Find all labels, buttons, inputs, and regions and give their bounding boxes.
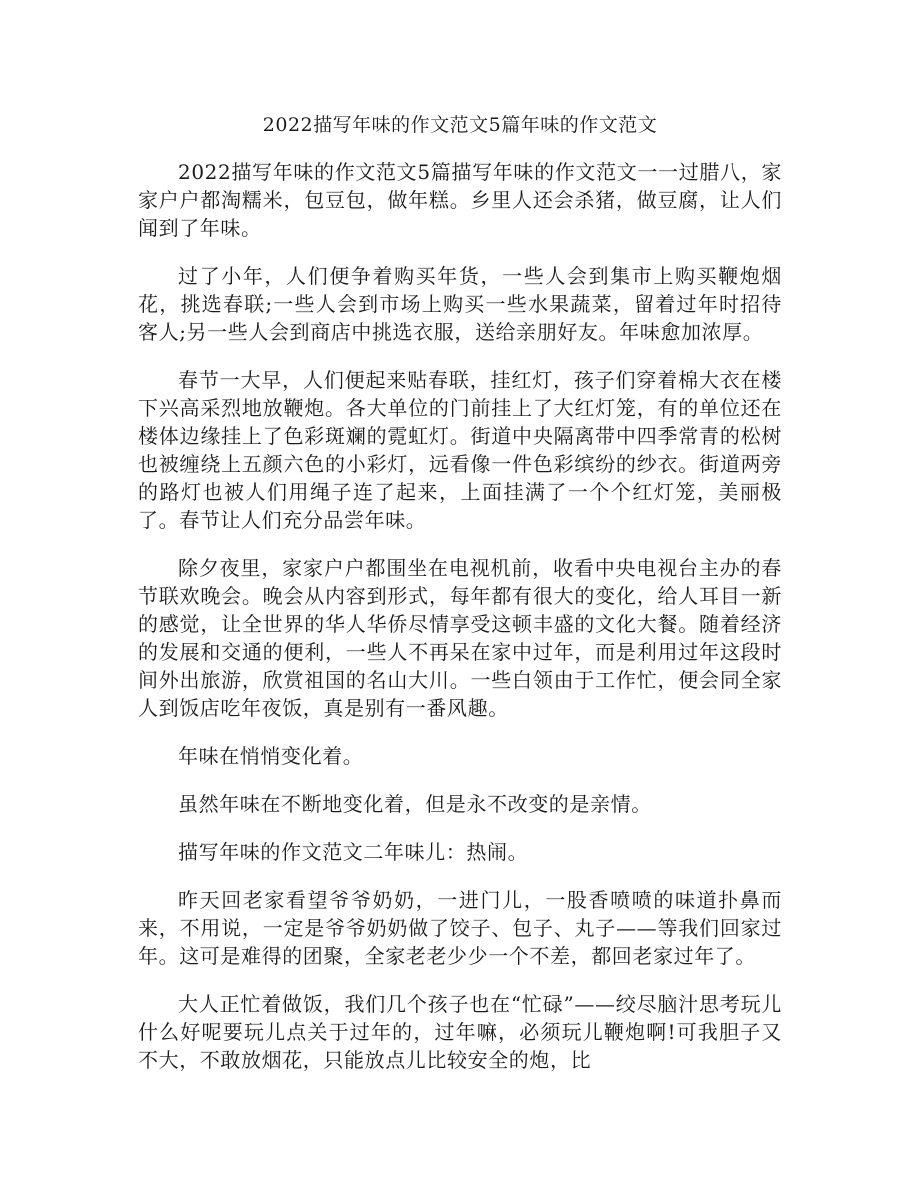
paragraph: 昨天回老家看望爷爷奶奶，一进门儿，一股香喷喷的味道扑鼻而来，不用说，一定是爷爷奶奶做了饺子、包子、丸子——等我们回家过年。这可是难得的团聚，全家老老少少一个不差，都回老家过年了。	[138, 888, 782, 968]
document-title: 2022描写年味的作文范文5篇年味的作文范文	[262, 114, 658, 136]
paragraph: 年味在悄悄变化着。	[178, 744, 364, 768]
paragraph: 大人正忙着做饭，我们几个孩子也在“忙碌”——绞尽脑汁思考玩儿什么好呢要玩儿点关于过年的，过年嘛，必须玩儿鞭炮啊!可我胆子又不大，不敢放烟花，只能放点儿比较安全的炮，比	[138, 992, 782, 1072]
paragraph: 春节一大早，人们便起来贴春联，挂红灯，孩子们穿着棉大衣在楼下兴高采烈地放鞭炮。各大单位的门前挂上了大红灯笼，有的单位还在楼体边缘挂上了色彩斑斓的霓虹灯。街道中央隔离带中四季常青的松树也被缠绕上五颜六色的小彩灯，远看像一件色彩缤纷的纱衣。街道两旁的路灯也被人们用绳子连了起来，上面挂满了一个个红灯笼，美丽极了。春节让人们充分品尝年味。	[138, 368, 782, 532]
paragraph: 过了小年，人们便争着购买年货，一些人会到集市上购买鞭炮烟花，挑选春联;一些人会到市场上购买一些水果蔬菜，留着过年时招待客人;另一些人会到商店中挑选衣服，送给亲朋好友。年味愈加浓厚。	[138, 264, 782, 344]
document-body	[138, 158, 782, 1094]
paragraph: 除夕夜里，家家户户都围坐在电视机前，收看中央电视台主办的春节联欢晚会。晚会从内容到形式，每年都有很大的变化，给人耳目一新的感觉，让全世界的华人华侨尽情享受这顿丰盛的文化大餐。随着经济的发展和交通的便利，一些人不再呆在家中过年，而是利用过年这段时间外出旅游，欣赏祖国的名山大川。一些白领由于工作忙，便会同全家人到饭店吃年夜饭，真是别有一番风趣。	[138, 556, 782, 720]
paragraph: 虽然年味在不断地变化着，但是永不改变的是亲情。	[178, 792, 652, 816]
paragraph: 2022描写年味的作文范文5篇描写年味的作文范文一一过腊八，家家户户都淘糯米，包豆包，做年糕。乡里人还会杀猪，做豆腐，让人们闻到了年味。	[138, 160, 782, 240]
paragraph: 描写年味的作文范文二年味儿：热闹。	[178, 840, 529, 864]
